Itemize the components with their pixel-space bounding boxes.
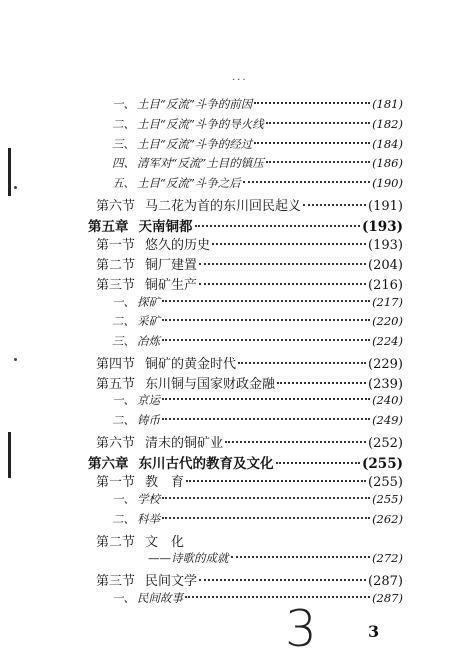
toc-entry-title: 土目“反流”斗争的经过 (137, 137, 253, 151)
dot-leader (303, 204, 366, 206)
toc-entry-page: (287) (368, 574, 403, 589)
toc-entry-number: 一、 (112, 591, 135, 605)
toc-entry-page: (193) (368, 238, 403, 253)
toc-entry-title: 清末的铜矿业 (145, 436, 224, 451)
dot-leader (162, 517, 370, 519)
dot-leader (266, 122, 370, 124)
toc-entry-title: ——诗歌的成就 (148, 551, 229, 565)
toc-entry (112, 491, 403, 511)
toc-entry (112, 116, 403, 136)
toc-entry-page: (252) (368, 436, 403, 451)
toc-entry-number: 第三节 (96, 574, 136, 589)
margin-bracket-mark (8, 148, 11, 196)
toc-entry-number: 第六节 (96, 436, 136, 451)
toc-entry-title: 文 化 (145, 535, 185, 550)
toc-entry (96, 570, 403, 590)
toc-entry (96, 234, 403, 254)
toc-entry (112, 590, 403, 610)
dot-leader (199, 579, 366, 581)
toc-entry-number: 二、 (112, 314, 135, 328)
dot-leader (243, 181, 370, 183)
dot-leader (266, 161, 370, 163)
toc-entry-number: 二、 (112, 512, 135, 526)
toc-entry-number: 第六节 (96, 199, 136, 214)
toc-entry-title: 冶炼 (137, 334, 160, 348)
toc-entry-title: 铜矿生产 (145, 278, 198, 293)
dot-leader (212, 243, 366, 245)
toc-entry (112, 412, 403, 432)
toc-entry (112, 175, 403, 195)
toc-entry (96, 471, 403, 491)
toc-entry-page: (220) (372, 314, 403, 328)
toc-entry-title: 民间文学 (145, 574, 198, 589)
toc-entry-page: (216) (368, 278, 403, 293)
toc-entry-number: 三、 (112, 137, 135, 151)
dot-leader (254, 142, 370, 144)
margin-bracket-mark (8, 432, 11, 478)
toc-entry-title: 学校 (137, 492, 160, 506)
toc-entry-title: 铸币 (137, 413, 160, 427)
toc-entry-number: 第五章 (88, 219, 129, 235)
toc-entry-page: (229) (368, 357, 403, 372)
toc-entry (96, 195, 403, 215)
toc-entry-title: 科举 (137, 512, 160, 526)
toc-entry (96, 274, 403, 294)
dot-leader (186, 480, 366, 482)
dot-leader (199, 263, 366, 265)
toc-entry (112, 294, 403, 314)
toc-entry-number: 一、 (112, 97, 135, 111)
toc-entry-number: 第三节 (96, 278, 136, 293)
toc-entry (96, 373, 403, 393)
toc-entry-page: (262) (372, 512, 403, 526)
toc-entry (88, 452, 403, 472)
toc-entry-number: 一、 (112, 295, 135, 309)
toc-entry (96, 432, 403, 452)
toc-entry-page: (190) (372, 176, 403, 190)
toc-entry-title: 土目“反流”斗争之后 (137, 176, 241, 190)
toc-entry-number: 四、 (112, 156, 135, 170)
dot-leader (225, 441, 366, 443)
toc-entry-page: (255) (368, 475, 403, 490)
toc-entry (112, 511, 403, 531)
toc-entry (112, 136, 403, 156)
toc-entry-title: 土目“反流”斗争的前因 (137, 97, 253, 111)
dot-leader (254, 102, 370, 104)
dot-leader (277, 382, 366, 384)
margin-tick-mark (14, 358, 17, 361)
dot-leader (238, 362, 366, 364)
dot-leader (162, 339, 370, 341)
toc-entry-page: (184) (372, 137, 403, 151)
toc-entry-title: 马二花为首的东川回民起义 (145, 199, 302, 214)
toc-entry-number: 第一节 (96, 238, 136, 253)
toc-entry (148, 550, 403, 570)
toc-entry-title: 东川古代的教育及文化 (138, 456, 274, 472)
toc-entry-page: (255) (362, 456, 403, 472)
toc-entry-page: (255) (372, 492, 403, 506)
header-dots: ... (232, 72, 248, 83)
toc-entry-number: 第一节 (96, 475, 136, 490)
toc-entry-title: 清军对“反流”土目的镇压 (137, 156, 264, 170)
toc-entry-page: (240) (372, 393, 403, 407)
toc-entry (112, 392, 403, 412)
toc-entry-title: 铜矿的黄金时代 (145, 357, 237, 372)
toc-entry-page: (272) (372, 551, 403, 565)
toc-entry (96, 254, 403, 274)
toc-entry-number: 五、 (112, 176, 135, 190)
dot-leader (185, 596, 370, 598)
dot-leader (195, 225, 361, 227)
toc-entry-title: 教 育 (145, 475, 185, 490)
toc-entry-page: (181) (372, 97, 403, 111)
toc-entry-number: 一、 (112, 492, 135, 506)
toc-entry (112, 155, 403, 175)
toc-entry-title: 土目“反流”斗争的导火线 (137, 117, 264, 131)
toc-entry-title: 铜厂建置 (145, 258, 198, 273)
toc-entry-page: (224) (372, 334, 403, 348)
toc-entry-title: 采矿 (137, 314, 160, 328)
handwritten-page-mark: 3 (285, 600, 317, 658)
toc-entry-number: 第四节 (96, 357, 136, 372)
dot-leader (162, 418, 370, 420)
toc-entry-page: (191) (368, 199, 403, 214)
toc-entry (112, 313, 403, 333)
toc-entry-page: (182) (372, 117, 403, 131)
toc-entry-title: 悠久的历史 (145, 238, 211, 253)
toc-entry-number: 一、 (112, 393, 135, 407)
toc-entry-title: 东川铜与国家财政金融 (145, 377, 276, 392)
page-number: 3 (368, 622, 380, 641)
toc-entry-number: 第五节 (96, 377, 136, 392)
toc-entry-number: 三、 (112, 334, 135, 348)
toc-entry-page: (239) (368, 377, 403, 392)
toc-entry-number: 第二节 (96, 258, 136, 273)
toc-entry-page: (204) (368, 258, 403, 273)
dot-leader (231, 556, 371, 558)
toc-entry-number: 二、 (112, 413, 135, 427)
toc-entry-title: 天南铜都 (138, 219, 193, 235)
toc-entry-title: 探矿 (137, 295, 160, 309)
toc-entry-number: 二、 (112, 117, 135, 131)
dot-leader (162, 319, 370, 321)
toc-entry-title: 民间故事 (137, 591, 183, 605)
toc-entry-page: (193) (362, 219, 403, 235)
toc-entry-page: (249) (372, 413, 403, 427)
margin-tick-mark (14, 186, 17, 189)
dot-leader (162, 300, 370, 302)
toc-entry (112, 96, 403, 116)
dot-leader (162, 497, 370, 499)
toc-entry-page: (217) (372, 295, 403, 309)
toc-entry-number: 第六章 (88, 456, 129, 472)
dot-leader (276, 462, 361, 464)
toc-entry (96, 531, 403, 551)
toc-entry (96, 353, 403, 373)
toc-entry-page: (287) (372, 591, 403, 605)
dot-leader (199, 283, 366, 285)
dot-leader (162, 398, 370, 400)
toc-entry-title: 京运 (137, 393, 160, 407)
toc-entry (112, 333, 403, 353)
toc-entry-page: (186) (372, 156, 403, 170)
toc-entry (88, 215, 403, 235)
toc-entry-number: 第二节 (96, 535, 136, 550)
